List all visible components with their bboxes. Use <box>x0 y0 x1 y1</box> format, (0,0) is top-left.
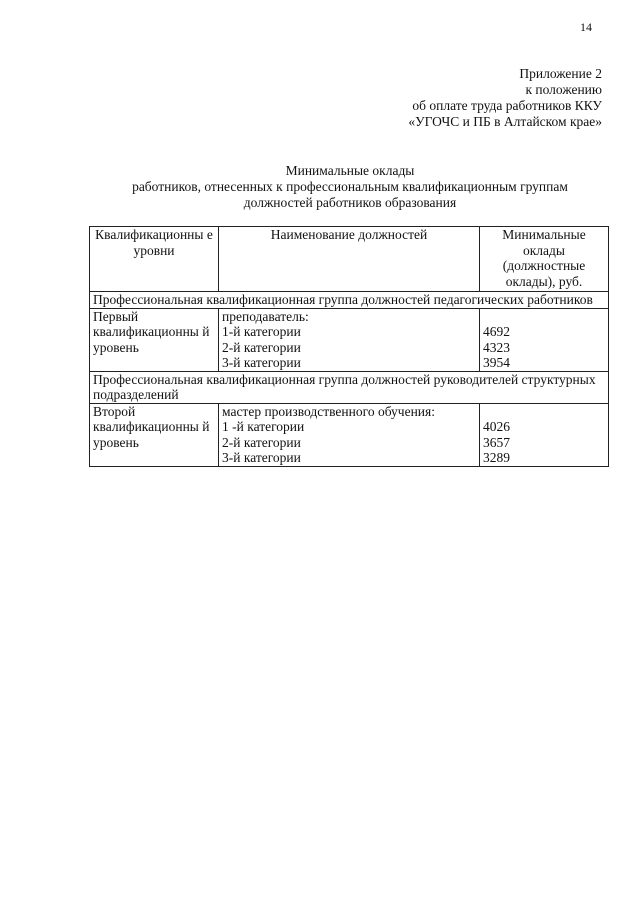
category-label: 2-й категории <box>222 434 301 450</box>
document-heading <box>90 163 610 211</box>
position-cell <box>219 403 480 466</box>
appendix-block <box>408 66 602 130</box>
table-row <box>90 403 609 466</box>
salary-value: 3954 <box>483 355 510 370</box>
group-title-row <box>90 371 609 403</box>
header-position: Наименование должностей <box>219 227 480 292</box>
heading-line-2: работников, отнесенных к профессиональным квалификационным группам <box>132 179 568 194</box>
appendix-line-1: Приложение 2 <box>519 66 602 81</box>
category-label: 3-й категории <box>222 450 301 465</box>
group-title: Профессиональная квалификационная группа должностей педагогических работников <box>90 292 609 309</box>
qualification-level: Первый квалификационны й уровень <box>90 308 219 371</box>
table-header-row <box>90 227 609 292</box>
heading-line-1: Минимальные оклады <box>285 163 415 178</box>
table-row <box>90 308 609 371</box>
appendix-line-4: «УГОЧС и ПБ в Алтайском крае» <box>408 114 602 129</box>
header-level: Квалификационны е уровни <box>90 227 219 292</box>
group-title: Профессиональная квалификационная группа должностей руководителей структурных подразделений <box>90 371 609 403</box>
position-head: преподаватель: <box>222 308 309 324</box>
page-number: 14 <box>580 20 592 34</box>
header-salary: Минимальные оклады (должностные оклады), руб. <box>480 227 609 292</box>
category-label: 1-й категории <box>222 324 301 339</box>
heading-line-3: должностей работников образования <box>243 195 457 210</box>
appendix-line-2: к положению <box>525 82 602 97</box>
appendix-line-3: об оплате труда работников ККУ <box>412 98 602 113</box>
salary-cell <box>480 403 609 466</box>
salary-value: 4026 <box>483 419 510 434</box>
group-title-row <box>90 292 609 309</box>
position-cell <box>219 308 480 371</box>
salary-value: 4323 <box>483 339 510 355</box>
salary-value: 4692 <box>483 324 510 339</box>
salary-value: 3657 <box>483 434 510 450</box>
salary-table <box>89 226 609 467</box>
category-label: 1 -й категории <box>222 419 305 434</box>
category-label: 2-й категории <box>222 339 301 355</box>
salary-value: 3289 <box>483 450 510 465</box>
qualification-level: Второй квалификационны й уровень <box>90 403 219 466</box>
position-head: мастер производственного обучения: <box>222 403 435 419</box>
salary-cell <box>480 308 609 371</box>
category-label: 3-й категории <box>222 355 301 370</box>
